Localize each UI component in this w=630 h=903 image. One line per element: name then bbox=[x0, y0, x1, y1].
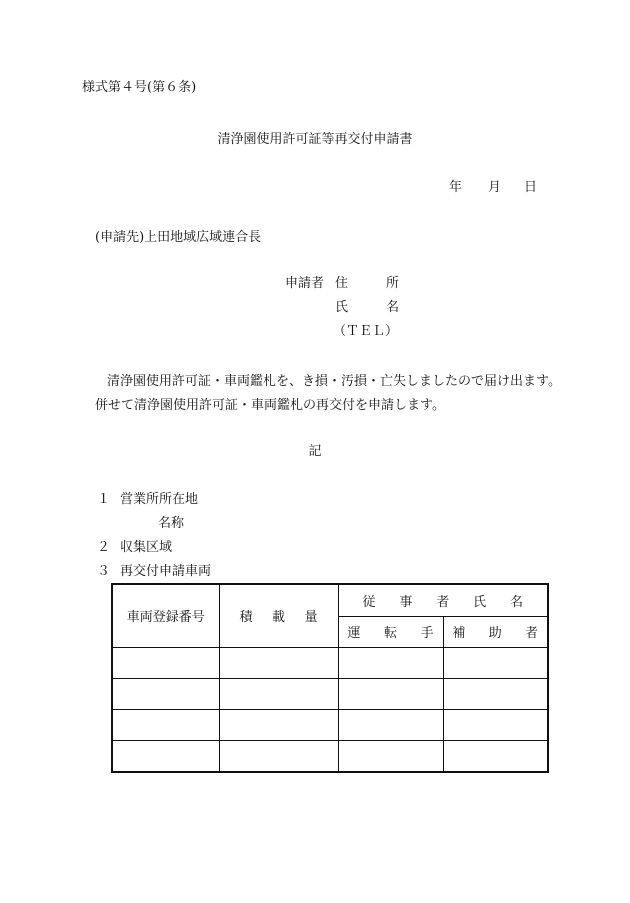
cell-registration[interactable] bbox=[112, 709, 219, 740]
header-driver: 運 転 手 bbox=[338, 616, 443, 647]
cell-driver[interactable] bbox=[338, 647, 443, 678]
header-assistant: 補 助 者 bbox=[443, 616, 548, 647]
item-1-number: １ bbox=[97, 492, 111, 507]
document-title: 清浄園使用許可証等再交付申請書 bbox=[217, 132, 413, 147]
cell-driver[interactable] bbox=[338, 709, 443, 740]
header-registration-number: 車両登録番号 bbox=[112, 584, 219, 647]
cell-driver[interactable] bbox=[338, 678, 443, 709]
date-year: 年 bbox=[449, 180, 463, 195]
header-load-capacity: 積 載 量 bbox=[219, 584, 338, 647]
recipient: (申請先)上田地域広域連合長 bbox=[95, 230, 262, 245]
cell-load[interactable] bbox=[219, 678, 338, 709]
cell-registration[interactable] bbox=[112, 647, 219, 678]
form-number: 様式第４号(第６条) bbox=[82, 80, 197, 95]
table-row bbox=[112, 647, 548, 678]
cell-registration[interactable] bbox=[112, 678, 219, 709]
cell-registration[interactable] bbox=[112, 740, 219, 772]
applicant-label: 申請者 bbox=[285, 276, 325, 291]
applicant-name-label: 氏 名 bbox=[335, 300, 399, 315]
body-line-2: 併せて清浄園使用許可証・車両鑑札の再交付を申請します。 bbox=[95, 398, 445, 413]
cell-assistant[interactable] bbox=[443, 678, 548, 709]
cell-driver[interactable] bbox=[338, 740, 443, 772]
item-3-number: ３ bbox=[97, 564, 111, 579]
table-row bbox=[112, 709, 548, 740]
table-row bbox=[112, 740, 548, 772]
cell-assistant[interactable] bbox=[443, 709, 548, 740]
applicant-address-label: 住 所 bbox=[335, 276, 399, 291]
cell-assistant[interactable] bbox=[443, 740, 548, 772]
item-1-sublabel: 名称 bbox=[158, 516, 185, 531]
applicant-tel-label: （ＴＥＬ） bbox=[333, 324, 399, 339]
date-month: 月 bbox=[488, 180, 502, 195]
vehicle-table bbox=[111, 583, 549, 773]
note-heading: 記 bbox=[308, 444, 322, 459]
header-staff-name: 従 事 者 氏 名 bbox=[338, 584, 548, 616]
cell-load[interactable] bbox=[219, 709, 338, 740]
cell-load[interactable] bbox=[219, 740, 338, 772]
item-1-label: 営業所所在地 bbox=[120, 492, 199, 507]
cell-assistant[interactable] bbox=[443, 647, 548, 678]
cell-load[interactable] bbox=[219, 647, 338, 678]
item-2-number: ２ bbox=[97, 540, 111, 555]
date-day: 日 bbox=[524, 180, 538, 195]
item-3-label: 再交付申請車両 bbox=[120, 564, 212, 579]
body-line-1: 清浄園使用許可証・車両鑑札を、き損・汚損・亡失しましたので届け出ます。 bbox=[107, 374, 561, 389]
item-2-label: 収集区域 bbox=[120, 540, 173, 555]
table-row bbox=[112, 678, 548, 709]
